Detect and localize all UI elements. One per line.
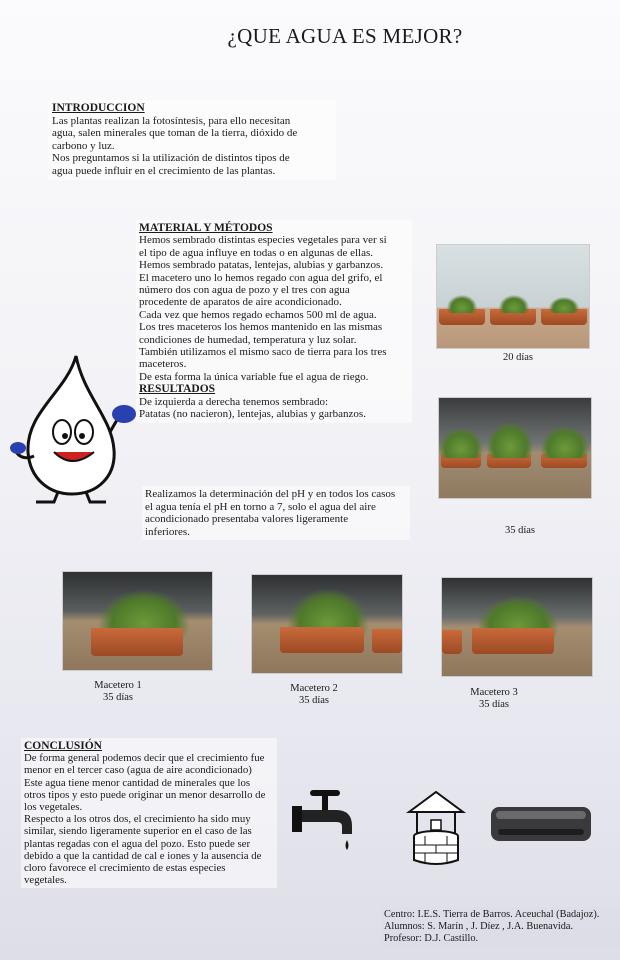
methods-line: De esta forma la única variable fue el agua de riego.: [139, 370, 369, 383]
intro-heading: INTRODUCCION: [52, 102, 145, 114]
intro-line: agua, salen minerales que toman de la tierra, dióxido de: [52, 127, 298, 140]
results-heading: RESULTADOS: [139, 383, 216, 396]
methods-section: [136, 220, 412, 423]
air-conditioner-icon: [490, 805, 592, 845]
methods-line: El macetero uno lo hemos regado con agua del grifo, el: [139, 271, 383, 284]
methods-line: el tipo de agua influye en todas o en algunas de ellas.: [139, 246, 373, 259]
water-tap-icon: [292, 782, 366, 852]
conclusion-heading: CONCLUSIÓN: [24, 740, 102, 752]
photo-macetero-3: [441, 577, 593, 677]
photo-35-days: [438, 397, 592, 499]
caption-macetero-2: [266, 683, 362, 707]
conclusion-line: menor en el tercer caso (agua de aire acondicionado): [24, 764, 252, 777]
results-line: Patatas (no nacieron), lentejas, alubias y garbanzos.: [139, 408, 366, 421]
results-line: De izquierda a derecha tenemos sembrado:: [139, 395, 329, 408]
intro-line: Nos preguntamos si la utilización de distintos tipos de: [52, 152, 290, 165]
methods-line: maceteros.: [139, 358, 187, 371]
conclusion-line: otros tipos y esto puede originar un menor desarrollo de: [24, 788, 266, 801]
pot-days: 35 días: [478, 699, 510, 710]
conclusion-line: cloro favorece el crecimiento de estas especies: [24, 862, 226, 875]
conclusion-line: plantas regadas con el agua del pozo. Esto puede ser: [24, 837, 251, 850]
methods-line: procedente de aparatos de aire acondicionado.: [139, 296, 342, 309]
caption-35-days: 35 días: [504, 525, 536, 536]
photo-20-days: [436, 244, 590, 349]
conclusion-line: los vegetales.: [24, 801, 83, 814]
methods-line: Hemos sembrado patatas, lentejas, alubias y garbanzos.: [139, 259, 384, 272]
poster-title: ¿QUE AGUA ES MEJOR?: [227, 24, 463, 48]
methods-heading: MATERIAL Y MÉTODOS: [139, 222, 273, 234]
intro-line: carbono y luz.: [52, 139, 115, 152]
credits-school: Centro: I.E.S. Tierra de Barros. Aceuchal (Badajoz).: [384, 909, 600, 920]
caption-20-days: 20 días: [502, 352, 534, 363]
photo-macetero-2: [251, 574, 403, 674]
pot-name: Macetero 2: [290, 683, 338, 694]
methods-line: número dos con agua de pozo y el tres con agua: [139, 284, 350, 297]
conclusion-line: De forma general podemos decir que el crecimiento fue: [24, 752, 265, 765]
conclusion-line: Este agua tiene menor cantidad de minerales que los: [24, 776, 251, 789]
conclusion-line: vegetales.: [24, 874, 67, 887]
caption-macetero-3: [446, 687, 542, 711]
caption-macetero-1: [70, 680, 166, 704]
water-well-icon: [405, 790, 467, 866]
ph-line: Realizamos la determinación del pH y en todos los casos: [145, 488, 396, 500]
intro-section: [48, 100, 336, 180]
conclusion-line: debido a que la cantidad de cal e iones y la ausencia de: [24, 849, 262, 862]
conclusion-line: similar, siendo ligeramente superior en el caso de las: [24, 825, 252, 838]
credits-section: [381, 907, 620, 947]
methods-line: Cada vez que hemos regado echamos 500 ml de agua.: [139, 308, 377, 321]
credits-teacher: Profesor: D.J. Castillo.: [384, 933, 479, 944]
conclusion-line: Respecto a los otros dos, el crecimiento ha sido muy: [24, 813, 251, 826]
credits-students: Alumnos: S. Marín , J. Díez , J.A. Buenavida.: [384, 921, 574, 932]
intro-line: Las plantas realizan la fotosíntesis, para ello necesitan: [52, 114, 291, 127]
pot-name: Macetero 3: [470, 687, 518, 698]
conclusion-section: [21, 738, 277, 888]
pot-name: Macetero 1: [94, 680, 142, 691]
ph-section: [142, 486, 410, 540]
pot-days: 35 días: [298, 695, 330, 706]
water-drop-mascot-icon: [6, 352, 140, 506]
methods-line: También utilizamos el mismo saco de tierra para los tres: [139, 346, 387, 359]
ph-line: el agua tenía el pH en torno a 7, solo el agua del aire: [145, 500, 376, 513]
ph-line: inferiores.: [145, 525, 190, 538]
intro-line: agua puede influir en el crecimiento de las plantas.: [52, 164, 276, 177]
methods-line: Los tres maceteros los hemos mantenido en las mismas: [139, 321, 383, 334]
ph-line: acondicionado presentaba valores ligeramente: [145, 513, 349, 526]
photo-macetero-1: [62, 571, 213, 671]
pot-days: 35 días: [102, 692, 134, 703]
methods-line: Hemos sembrado distintas especies vegetales para ver si: [139, 234, 387, 247]
methods-line: condiciones de humedad, temperatura y luz solar.: [139, 333, 357, 346]
